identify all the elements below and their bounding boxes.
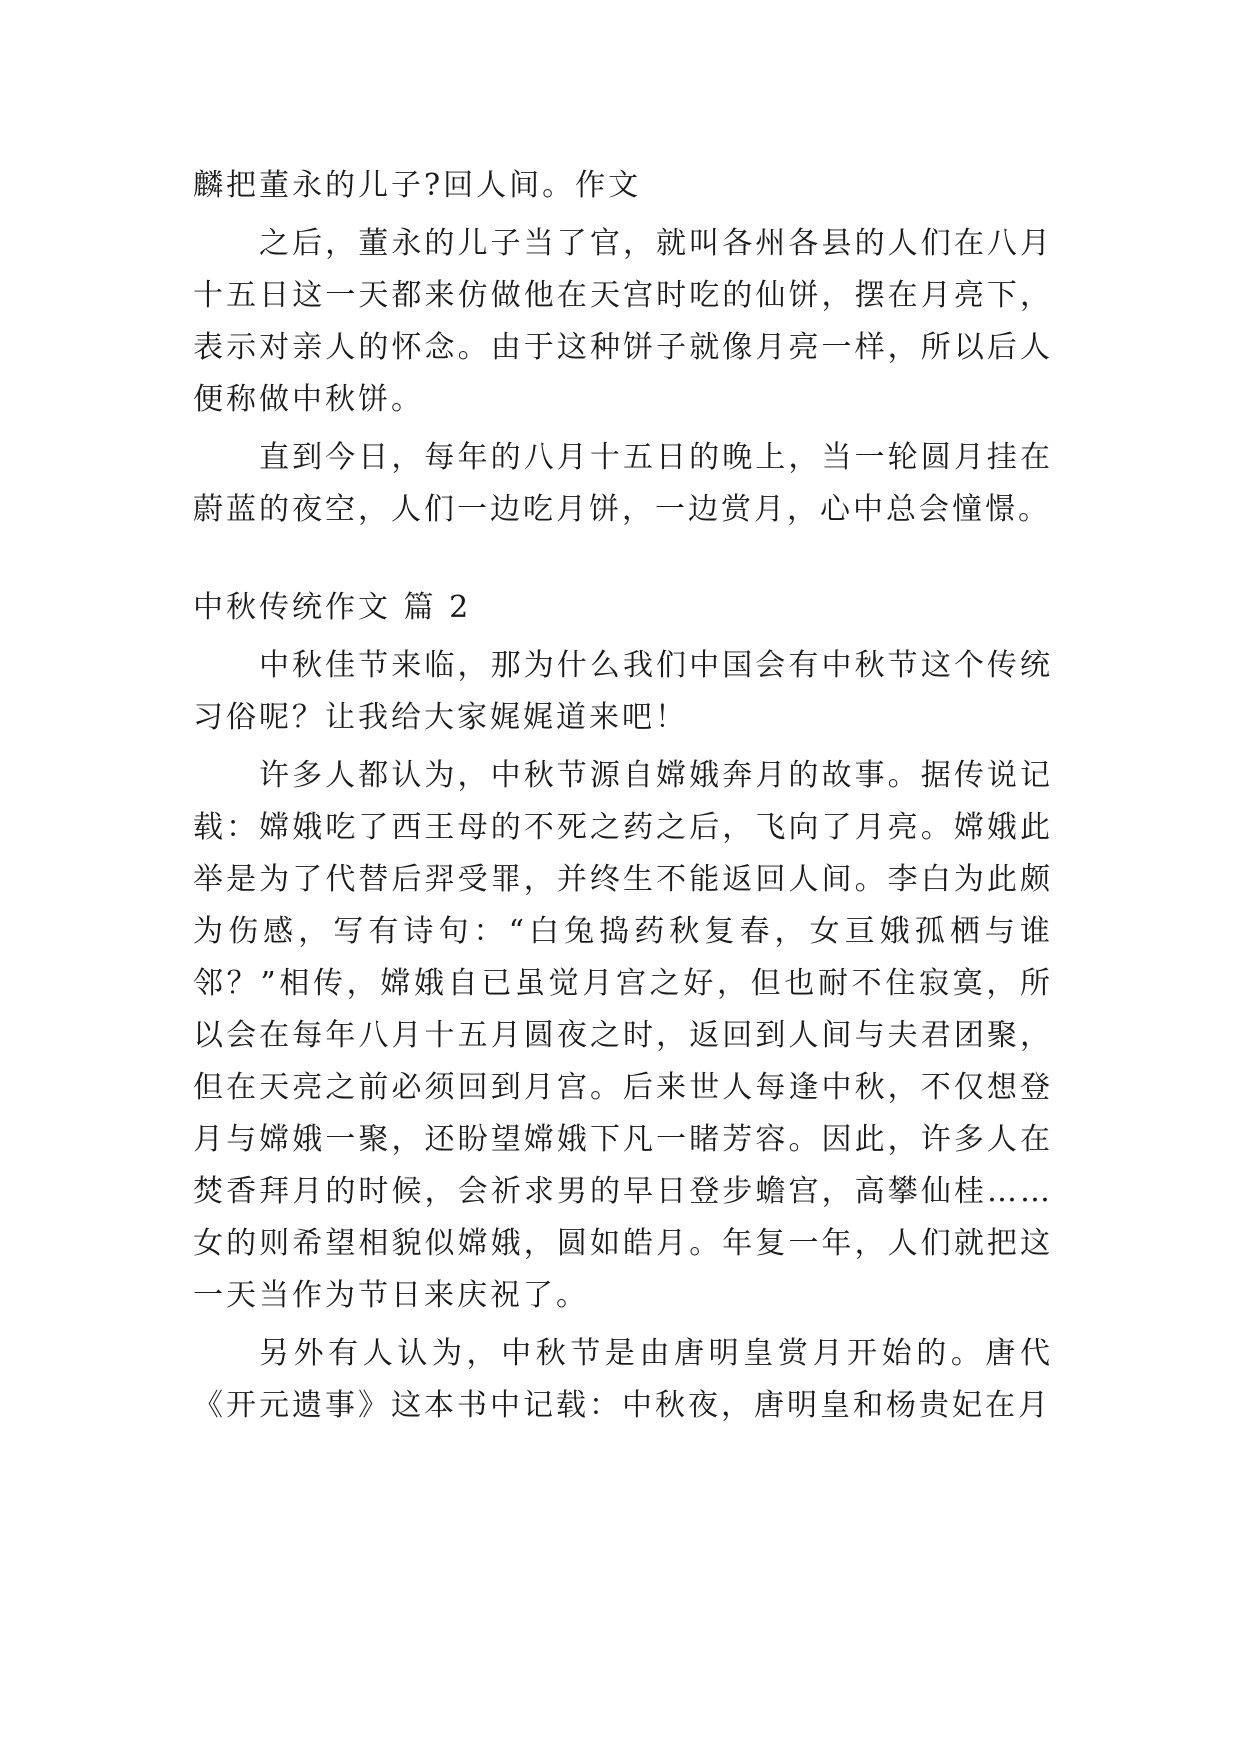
paragraph: 许多人都认为，中秋节源自嫦娥奔月的故事。据传说记载：嫦娥吃了西王母的不死之药之后，飞向了月亮。嫦娥此举是为了代替后羿受罪，并终生不能返回人间。李白为此颇为伤感，写有诗句：“白兔捣药秋复春，女亘娥孤栖与谁邻？”相传，嫦娥自已虽觉月宫之好，但也耐不住寂寞，所以会在每年八月十五月圆夜之时，返回到人间与夫君团聚，但在天亮之前必须回到月宫。后来世人每逢中秋，不仅想登月与嫦娥一聚，还盼望嫦娥下凡一睹芳容。因此，许多人在焚香拜月的时候，会祈求男的早日登步蟾宫，高攀仙桂……女的则希望相貌似嫦娥，圆如皓月。年复一年，人们就把这一天当作为节日来庆祝了。 bbox=[193, 758, 1053, 1313]
paragraph: 直到今日，每年的八月十五日的晚上，当一轮圆月挂在蔚蓝的夜空，人们一边吃月饼，一边赏月，心中总会憧憬。 bbox=[193, 440, 1053, 527]
document-body bbox=[193, 160, 1053, 1438]
section-heading: 中秋传统作文 篇 2 bbox=[193, 590, 472, 625]
paragraph: 中秋佳节来临，那为什么我们中国会有中秋节这个传统习俗呢？让我给大家娓娓道来吧！ bbox=[193, 648, 1053, 735]
paragraph: 另外有人认为，中秋节是由唐明皇赏月开始的。唐代《开元遗事》这本书中记载：中秋夜，唐明皇和杨贵妃在月 bbox=[193, 1336, 1053, 1423]
paragraph-fragment: 麟把董永的儿子?回人间。作文 bbox=[193, 168, 642, 203]
paragraph: 之后，董永的儿子当了官，就叫各州各县的人们在八月十五日这一天都来仿做他在天宫时吃的仙饼，摆在月亮下，表示对亲人的怀念。由于这种饼子就像月亮一样，所以后人便称做中秋饼。 bbox=[193, 226, 1053, 417]
